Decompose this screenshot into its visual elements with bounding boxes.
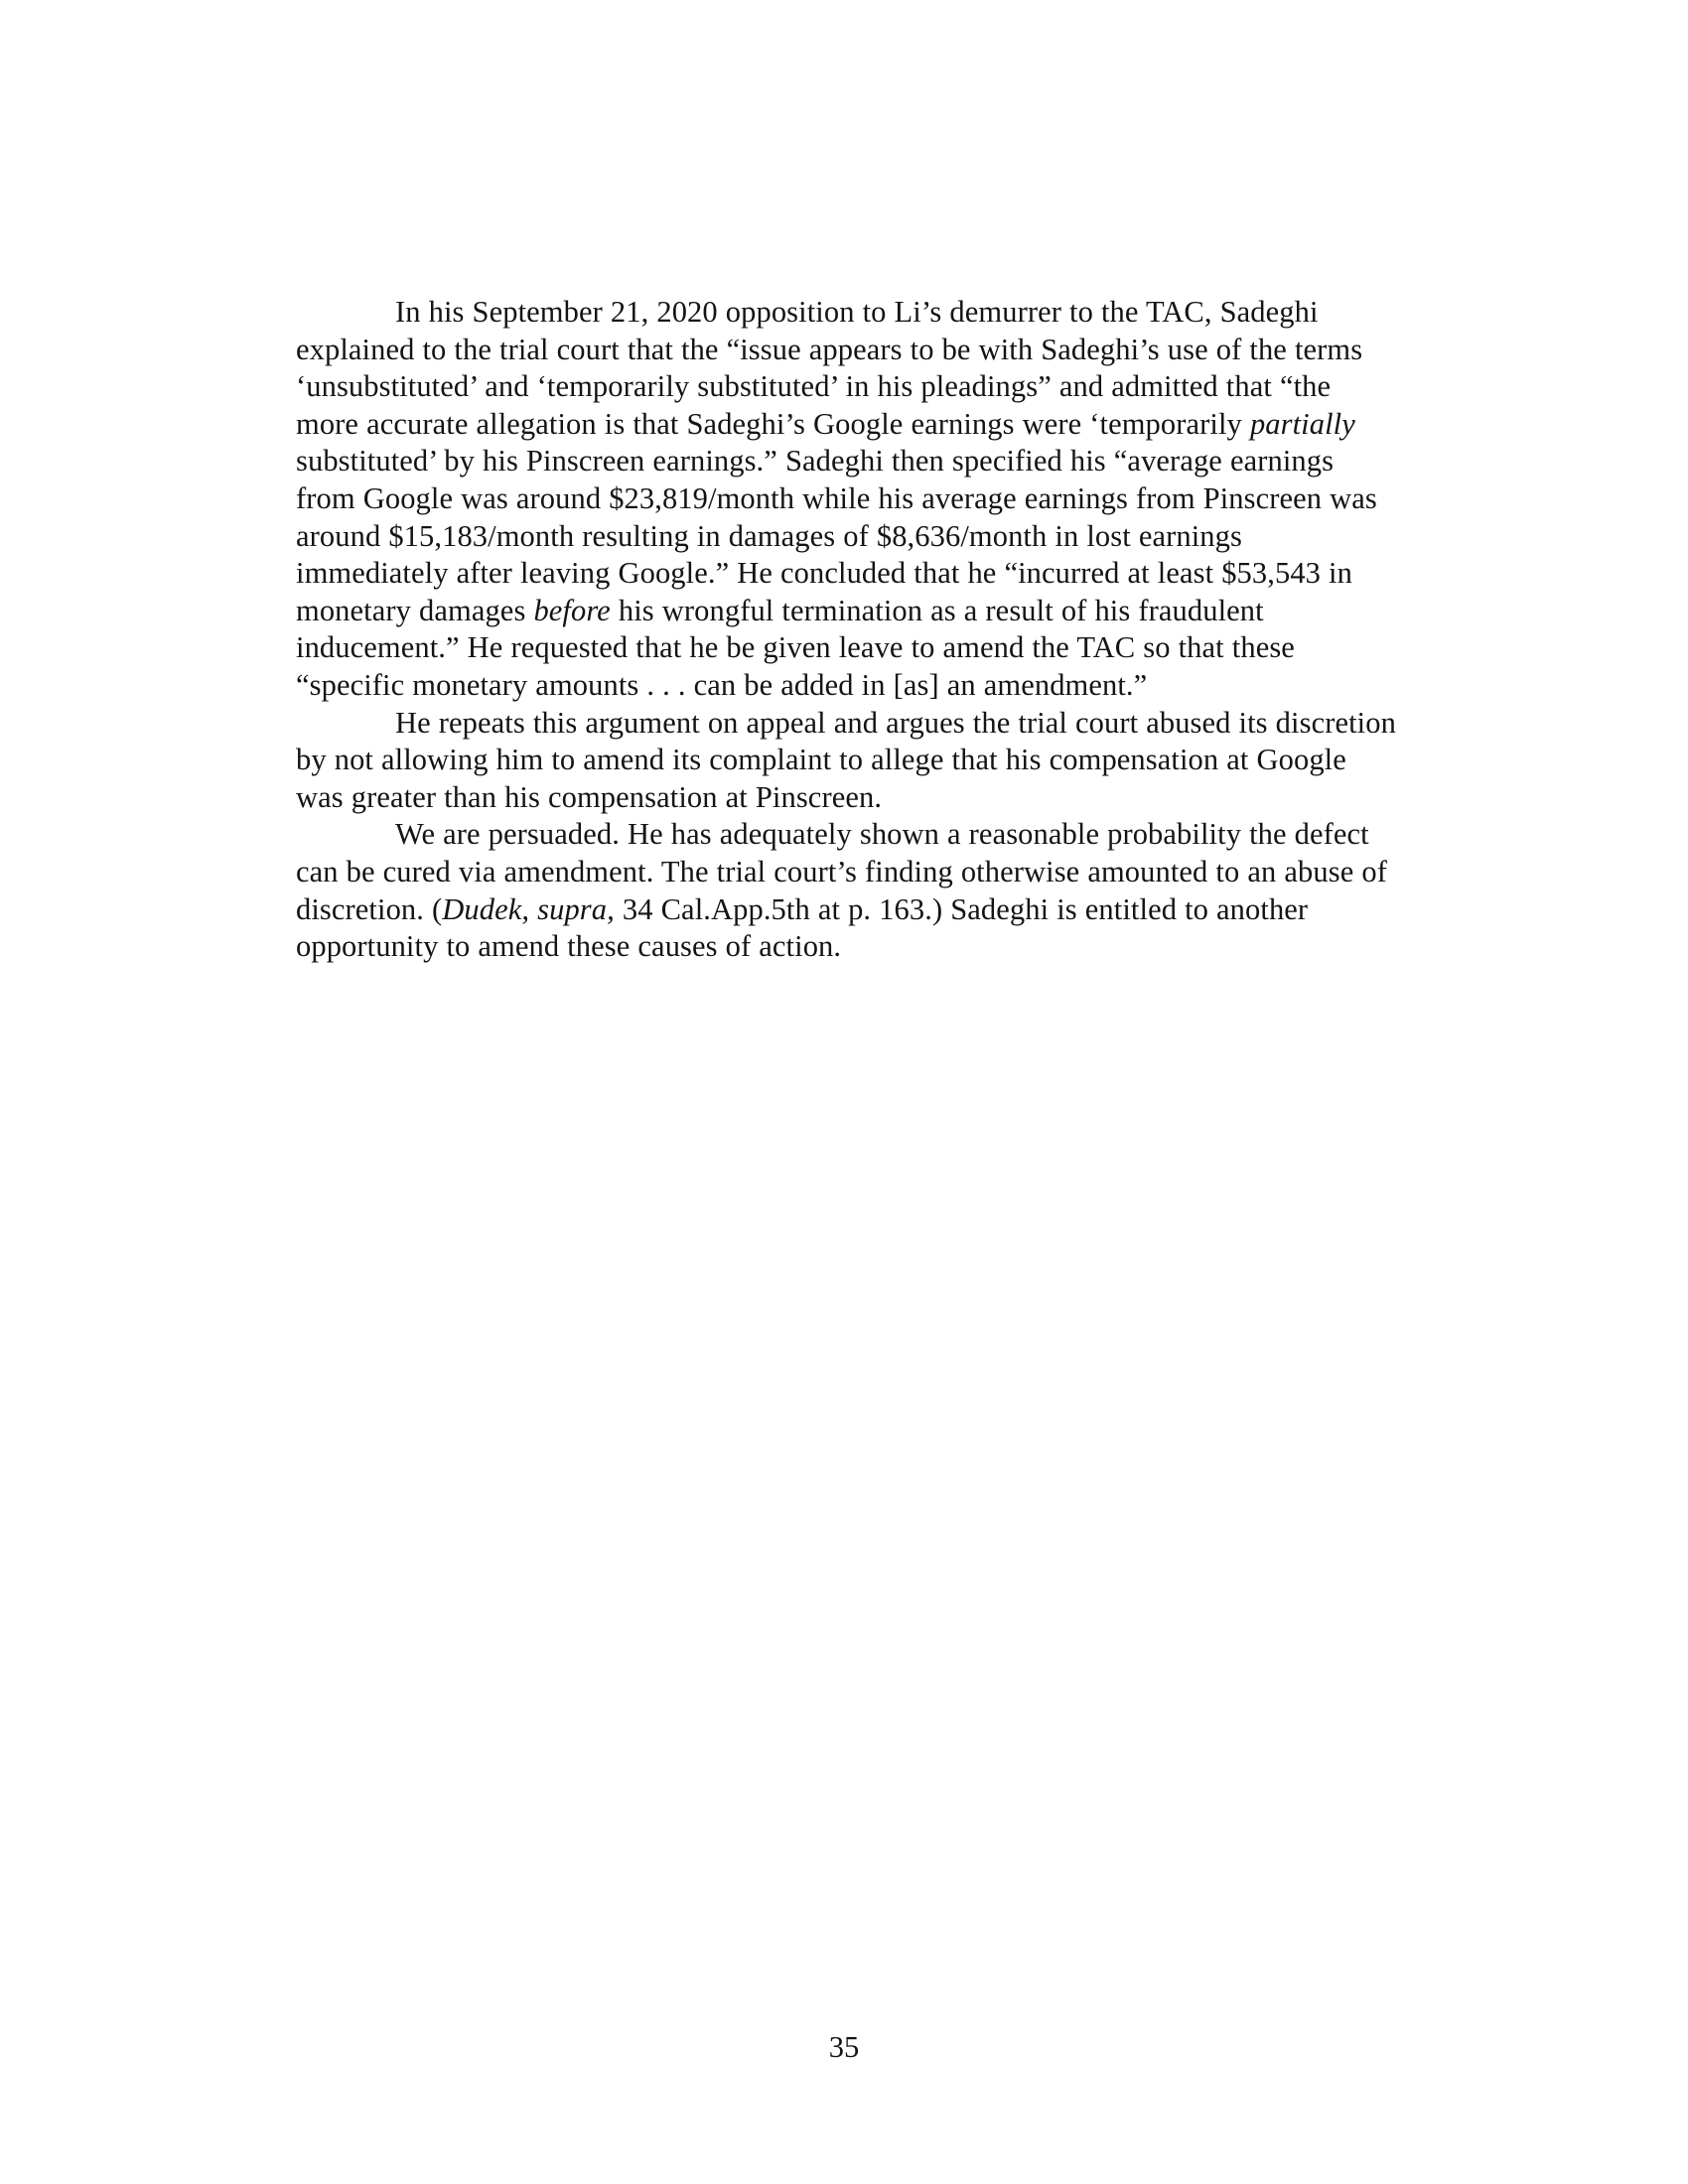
emphasized-text: Dudek, supra, xyxy=(442,891,615,926)
body-text: He repeats this argument on appeal and argues the trial court abused its discretion by not allowing him to amend its complaint to allege that his compensation at Google was greater than his compensation at Pinscreen. xyxy=(296,705,1396,814)
page-body-text xyxy=(296,294,1396,966)
emphasized-text: before xyxy=(533,593,611,627)
emphasized-text: partially xyxy=(1249,406,1355,441)
body-paragraph xyxy=(296,705,1396,817)
body-text: We are persuaded. He has adequately shown a reasonable probability the defect can be cured via amendment. The trial court’s finding otherwise amounted to an abuse of discretion. ( xyxy=(296,817,1387,926)
body-text: substituted’ by his Pinscreen earnings.” Sadeghi then specified his “average earnings from Google was around $23,819/month while his average earnings from Pinscreen was around $15,183/month resulting in damages of $8,636/month in lost earnings immediately after leaving Google.” He concluded that he “incurred at least $53,543 in monetary damages xyxy=(296,444,1377,627)
body-text: 34 Cal.App.5th at p. 163.) Sadeghi is entitled to another opportunity to amend these causes of action. xyxy=(296,891,1309,964)
body-paragraph xyxy=(296,294,1396,705)
body-text: In his September 21, 2020 opposition to Li’s demurrer to the TAC, Sadeghi explained to the trial court that the “issue appears to be with Sadeghi’s use of the terms ‘unsubstituted’ and ‘temporarily substituted’ in his pleadings” and admitted that “the more accurate allegation is that Sadeghi’s Google earnings were ‘temporarily xyxy=(296,295,1363,441)
body-paragraph xyxy=(296,816,1396,965)
page-number: 35 xyxy=(828,2030,860,2064)
body-text: his wrongful termination as a result of his fraudulent inducement.” He requested that he be given leave to amend the TAC so that these “specific monetary amounts . . . can be added in [as] an amendment.” xyxy=(296,593,1295,702)
